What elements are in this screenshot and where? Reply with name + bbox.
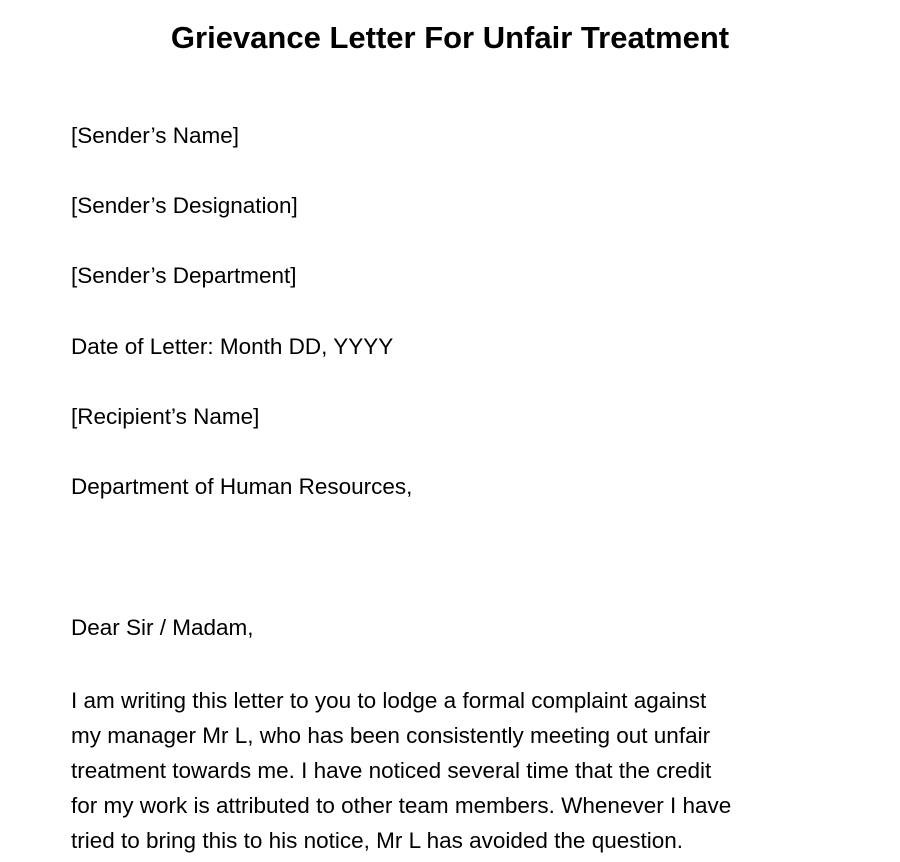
body-line: tried to bring this to his notice, Mr L has avoided the question.	[71, 828, 684, 853]
letter-title: Grievance Letter For Unfair Treatment	[170, 20, 730, 55]
body-line: for my work is attributed to other team members. Whenever I have	[71, 793, 732, 818]
body-line: I am writing this letter to you to lodge a formal complaint against	[71, 688, 707, 713]
recipient-name: [Recipient’s Name]	[71, 404, 260, 429]
sender-name: [Sender’s Name]	[71, 123, 240, 148]
sender-designation: [Sender’s Designation]	[71, 193, 298, 218]
body-line: treatment towards me. I have noticed several time that the credit	[71, 758, 712, 783]
sender-department: [Sender’s Department]	[71, 263, 297, 288]
body-paragraph	[71, 683, 831, 858]
date-line: Date of Letter: Month DD, YYYY	[71, 334, 394, 359]
salutation: Dear Sir / Madam,	[71, 615, 254, 640]
body-line: my manager Mr L, who has been consistently meeting out unfair	[71, 723, 711, 748]
recipient-department: Department of Human Resources,	[71, 474, 413, 499]
